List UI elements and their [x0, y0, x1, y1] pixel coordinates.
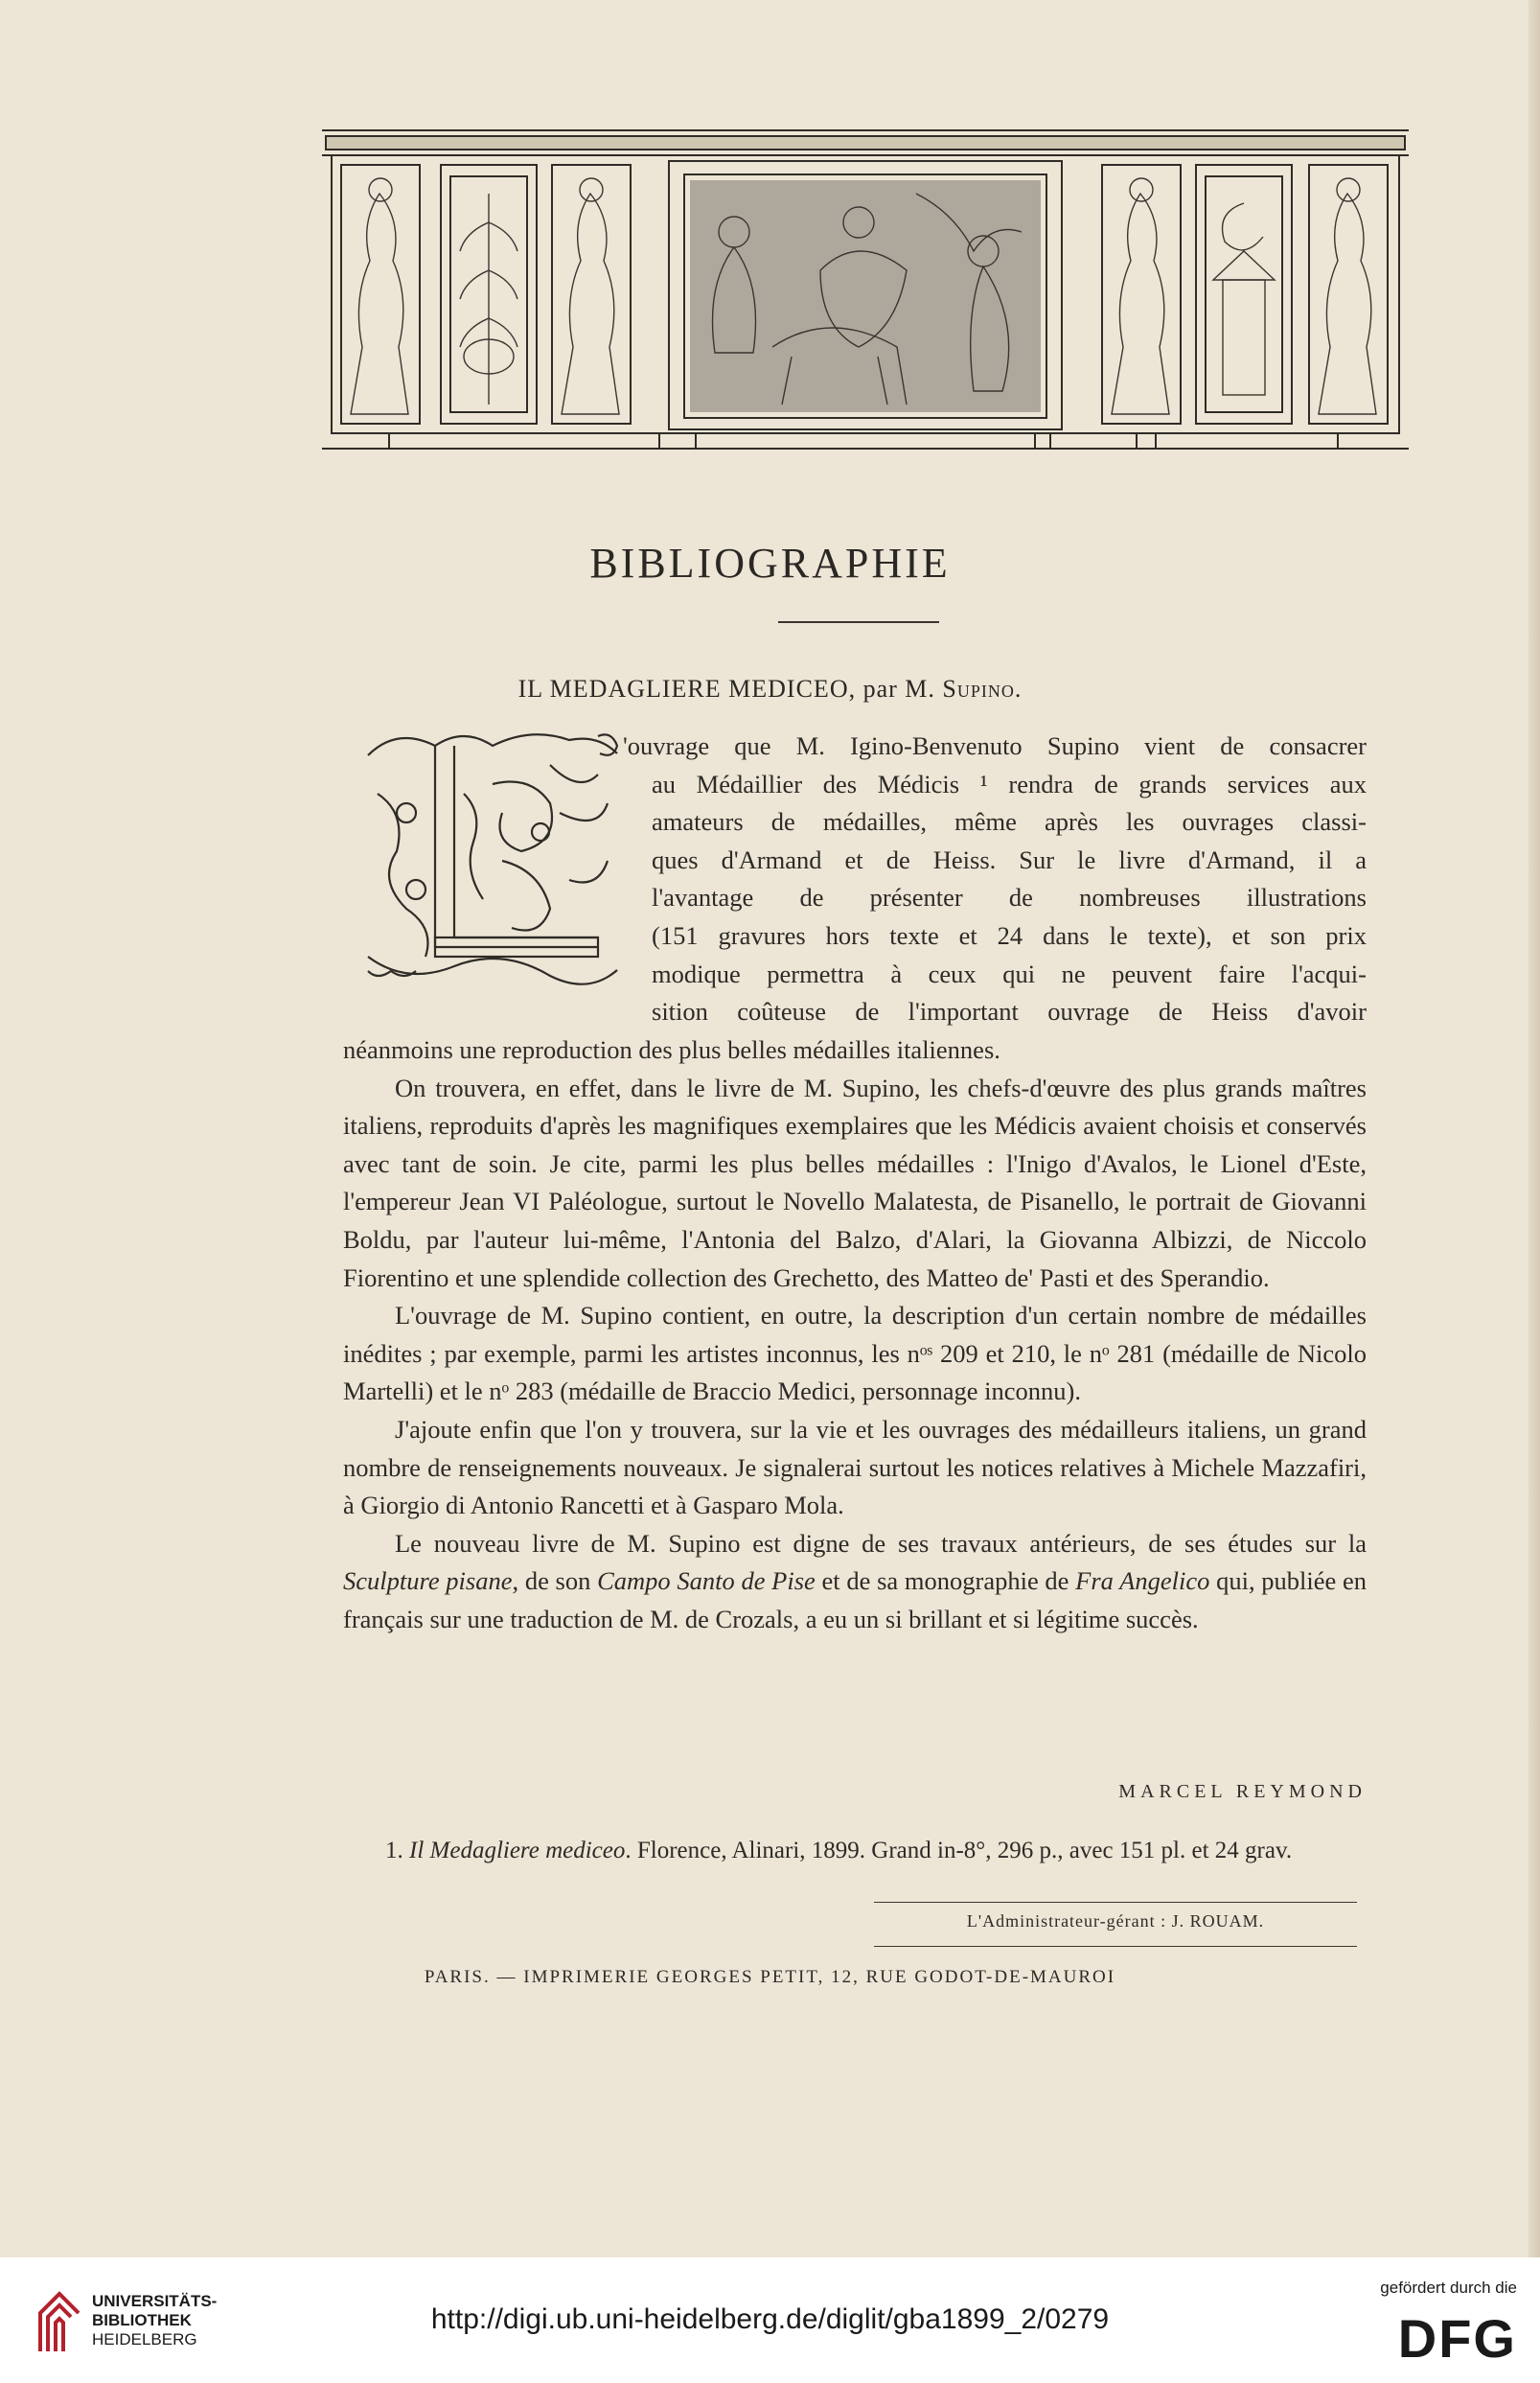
text-line: modique permettra à ceux qui ne peuvent faire l'acqui- — [652, 959, 1367, 988]
funding-label: gefördert durch die — [1380, 2279, 1517, 2297]
dfg-logo: DFG — [1397, 2308, 1517, 2369]
text-line: l'avantage de présenter de nombreuses illustrations — [652, 883, 1367, 913]
paragraph: néanmoins une reproduction des plus belles médailles italiennes. — [343, 1035, 1000, 1064]
paragraph: On trouvera, en effet, dans le livre de M. Supino, les chefs-d'œuvre des plus grands maîtres italiens, reproduits d'après les magnifiques exemplaires que les Médicis avaient choisis et conservés avec tant de soin. Je cite, parmi les plus belles médailles : l'Inigo d'Avalos, le Lionel d'Este, l'empereur Jean VI Paléologue, surtout le Novello Malatesta, de Pisanello, le portrait de Giovanni Boldu, par l'auteur lui-même, l'Antonia del Balzo, d'Alari, la Giovanna Albizzi, de Niccolo Fiorentino et une splendide collection des Grechetto, des Matteo de' Pasti et des Sperandio. — [343, 1073, 1367, 1292]
paragraph: L'ouvrage de M. Supino contient, en outre, la description d'un certain nombre de médailles inédites ; par exemple, parmi les artistes inconnus, les nᵒˢ 209 et 210, le nᵒ 281 (médaille de Nicolo Martelli) et le nᵒ 283 (médaille de Braccio Medici, personnage inconnu). — [343, 1301, 1367, 1406]
text-line: (151 gravures hors texte et 24 dans le texte), et son prix — [652, 920, 1367, 950]
text-line: 'ouvrage que M. Igino-Benvenuto Supino vient de consacrer — [623, 731, 1367, 760]
article-heading — [0, 675, 1540, 704]
footnote — [343, 1833, 1367, 1868]
page-edge-shadow — [1529, 0, 1540, 2257]
administrator-line: L'Administrateur-gérant : J. ROUAM. — [966, 1911, 1265, 1931]
library-name-line: HEIDELBERG — [92, 2330, 197, 2348]
italic-title: Sculpture pisane — [343, 1566, 513, 1596]
library-footer — [0, 2257, 1540, 2383]
italic-title: Fra Angelico — [1075, 1566, 1210, 1596]
ornamental-dropcap-letter — [349, 717, 632, 995]
footnote-number: 1. — [385, 1838, 409, 1863]
engraved-frieze-illustration — [322, 127, 1409, 464]
footnote-text: . Florence, Alinari, 1899. Grand in-8°, 296 p., avec 151 pl. et 24 grav. — [625, 1838, 1293, 1863]
paragraph: J'ajoute enfin que l'on y trouvera, sur la vie et les ouvrages des médailleurs italiens, un grand nombre de renseignements nouveaux. Je signalerai surtout les notices relatives à Michele Mazzafiri, à Giorgio di Antonio Rancetti et à Gasparo Mola. — [343, 1414, 1367, 1520]
admin-rule-bottom — [874, 1946, 1357, 1947]
text-line: amateurs de médailles, même après les ouvrages classi- — [652, 807, 1367, 837]
italic-title: Campo Santo de Pise — [597, 1566, 816, 1596]
page-title: BIBLIOGRAPHIE — [589, 540, 951, 587]
library-name-line: BIBLIOTHEK — [92, 2311, 192, 2329]
text-line: sition coûteuse de l'important ouvrage de Heiss d'avoir — [652, 997, 1367, 1027]
article-heading-title: IL MEDAGLIERE MEDICEO, par M. — [517, 675, 943, 703]
article-heading-author: Supino. — [942, 675, 1023, 703]
footnote-title: Il Medagliere mediceo — [409, 1838, 626, 1863]
title-divider — [778, 621, 939, 623]
text-line: au Médaillier des Médicis ¹ rendra de grands services aux — [652, 769, 1367, 798]
paragraph: Le nouveau livre de M. Supino est digne de ses travaux antérieurs, de ses études sur la Sculpture pisane, de son Campo Santo de Pise et de sa monographie de Fra Angelico qui, publiée en français sur une traduction de M. de Crozals, a eu un si brillant et si légitime succès. — [343, 1528, 1368, 1633]
dropcap-wrapped-text — [623, 728, 1367, 1031]
printer-imprint: PARIS. — IMPRIMERIE GEORGES PETIT, 12, RUE GODOT-DE-MAUROI — [424, 1967, 1116, 1987]
article-body — [343, 1031, 1367, 1639]
permalink-url[interactable]: http://digi.ub.uni-heidelberg.de/diglit/gba1899_2/0279 — [430, 2303, 1110, 2335]
author-signature: MARCEL REYMOND — [1118, 1781, 1367, 1802]
library-name-line: UNIVERSITÄTS- — [92, 2292, 218, 2310]
text-line: ques d'Armand et de Heiss. Sur le livre d'Armand, il a — [652, 844, 1367, 874]
admin-rule-top — [874, 1902, 1357, 1903]
